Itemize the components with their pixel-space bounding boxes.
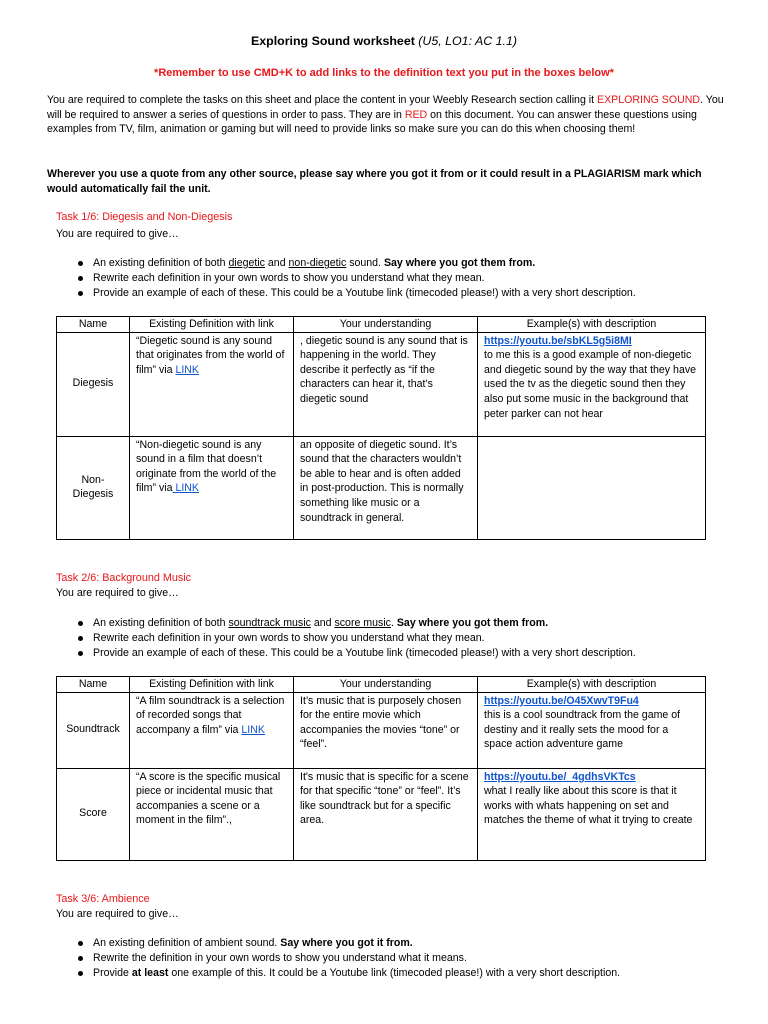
task2-bullet: Provide an example of each of these. This could be a Youtube link (timecoded please!) with a very short description. <box>76 646 736 661</box>
definition-cell: “Diegetic sound is any sound that originates from the world of film” via LINK <box>130 332 294 436</box>
col-header-definition: Existing Definition with link <box>130 317 294 333</box>
col-header-examples: Example(s) with description <box>478 317 706 333</box>
task2-table <box>56 676 706 861</box>
task3-bullet: Rewrite the definition in your own words to show you understand what it means. <box>76 951 736 966</box>
example-cell: https://youtu.be/sbKL5g5i8MI to me this is a good example of non-diegetic and diegetic sound by the way that they have used the tv as the diegetic sound then they also put some music in the background that peter parker can not hear <box>478 332 706 436</box>
row-name: Diegesis <box>57 332 130 436</box>
task1-subheading: You are required to give… <box>56 228 179 240</box>
task1-bullet-list <box>76 256 736 302</box>
definition-link[interactable]: LINK <box>172 482 199 495</box>
table-row <box>57 332 706 436</box>
col-header-understanding: Your understanding <box>294 677 478 693</box>
understanding-cell: , diegetic sound is any sound that is happening in the world. They describe it perfectly as “if the characters can hear it, that’s diegetic sound <box>294 332 478 436</box>
task1-bullet: Rewrite each definition in your own words to show you understand what they mean. <box>76 271 736 286</box>
understanding-cell: It's music that is specific for a scene for that specific “tone” or “feel”. It’s like soundtrack but for a specific area. <box>294 768 478 860</box>
example-url[interactable]: https://youtu.be/sbKL5g5i8MI <box>484 334 632 347</box>
task1-heading: Task 1/6: Diegesis and Non-Diegesis <box>56 211 233 223</box>
col-header-name: Name <box>57 317 130 333</box>
task2-subheading: You are required to give… <box>56 587 179 599</box>
understanding-cell: It’s music that is purposely chosen for the entire movie which accompanies the movies “tone” or “feel”. <box>294 692 478 768</box>
col-header-name: Name <box>57 677 130 693</box>
definition-cell: “Non-diegetic sound is any sound in a film that doesn’t originate from the world of the film” via LINK <box>130 436 294 539</box>
title-text: Exploring Sound worksheet <box>250 34 415 48</box>
row-name: Score <box>57 768 130 860</box>
task1-bullet: Provide an example of each of these. This could be a Youtube link (timecoded please!) with a very short description. <box>76 286 736 301</box>
title-reference: (U5, LO1: AC 1.1) <box>418 34 517 48</box>
example-url[interactable]: https://youtu.be/_4gdhsVKTcs <box>484 770 636 783</box>
highlight-exploring-sound: EXPLORING SOUND <box>597 94 701 106</box>
task3-heading: Task 3/6: Ambience <box>56 893 150 905</box>
table-row <box>57 768 706 860</box>
col-header-definition: Existing Definition with link <box>130 677 294 693</box>
table-row <box>57 692 706 768</box>
definition-link[interactable]: LINK <box>241 723 265 736</box>
table-row <box>57 436 706 539</box>
intro-paragraph: You are required to complete the tasks on this sheet and place the content in your Weebly Research section calling it EXPLORING SOUND. You will be required to answer a series of questions in order to pass. They are in RED on this document. You can answer these questions using examples from TV, film, animation or gaming but will need to provide links so make sure you can do this when choosing them! <box>47 94 724 136</box>
example-cell: https://youtu.be/O45XwvT9Fu4 this is a cool soundtrack from the game of destiny and it really sets the mood for a space action adventure game <box>478 692 706 768</box>
example-url[interactable]: https://youtu.be/O45XwvT9Fu4 <box>484 694 639 707</box>
reminder-note: *Remember to use CMD+K to add links to the definition text you put in the boxes below* <box>154 67 614 79</box>
example-cell: https://youtu.be/_4gdhsVKTcs what I really like about this score is that it works with whats happening on set and matches the theme of what it trying to create <box>478 768 706 860</box>
task3-bullet: Provide at least one example of this. It could be a Youtube link (timecoded please!) with a very short description. <box>76 966 736 981</box>
task2-heading: Task 2/6: Background Music <box>56 572 192 584</box>
task2-bullet: An existing definition of both soundtrack music and score music. Say where you got them from. <box>76 616 736 631</box>
task3-bullet: An existing definition of ambient sound. Say where you got it from. <box>76 936 736 951</box>
task2-bullet: Rewrite each definition in your own words to show you understand what they mean. <box>76 631 736 646</box>
example-cell <box>478 436 706 539</box>
definition-cell: “A film soundtrack is a selection of recorded songs that accompany a film” via LINK <box>130 692 294 768</box>
table-header-row <box>57 677 706 693</box>
definition-link[interactable]: LINK <box>175 363 199 376</box>
task1-table <box>56 316 706 540</box>
task1-bullet: An existing definition of both diegetic and non-diegetic sound. Say where you got them from. <box>76 256 736 271</box>
col-header-examples: Example(s) with description <box>478 677 706 693</box>
task3-subheading: You are required to give… <box>56 908 179 920</box>
definition-cell: “A score is the specific musical piece or incidental music that accompanies a scene or a moment in the film”., <box>130 768 294 860</box>
task2-bullet-list <box>76 616 736 662</box>
table-header-row <box>57 317 706 333</box>
understanding-cell: an opposite of diegetic sound. It’s sound that the characters wouldn’t be able to hear and is often added in post-production. This is normally something like music or a soundtrack in general. <box>294 436 478 539</box>
highlight-red: RED <box>404 108 428 121</box>
task3-bullet-list <box>76 936 736 982</box>
col-header-understanding: Your understanding <box>294 317 478 333</box>
row-name: Soundtrack <box>57 692 130 768</box>
page-title <box>0 34 768 49</box>
row-name: Non- Diegesis <box>57 436 130 539</box>
plagiarism-warning: Wherever you use a quote from any other source, please say where you got it from or it could result in a PLAGIARISM mark which would automatically fail the unit. <box>47 168 702 195</box>
